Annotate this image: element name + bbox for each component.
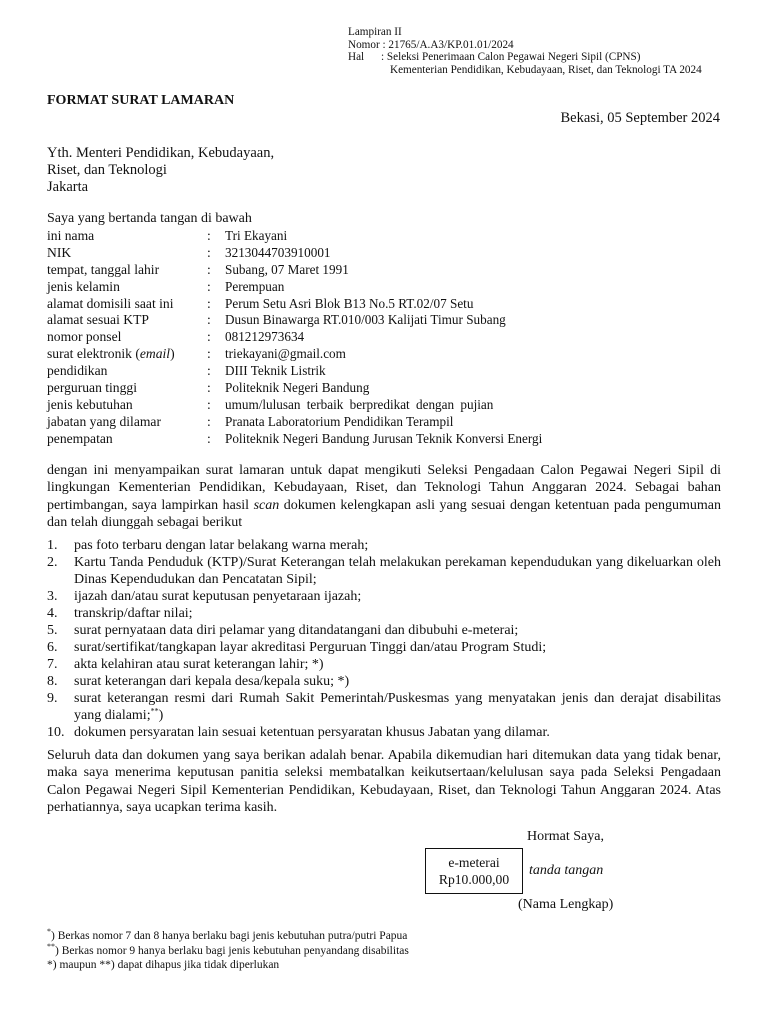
list-text-part: surat keterangan resmi dari Rumah Sakit Pemerintah/Puskesmas yang menyatakan jenis dan derajat disabilitas yang dialami; [74,691,721,723]
body-paragraph-1 [47,462,721,532]
intro-text: Saya yang bertanda tangan di bawah [47,211,252,226]
addressee-line-3: Jakarta [47,179,89,195]
field-label: jenis kelamin [47,278,120,294]
list-item [47,724,721,741]
footnote-marker: ** [47,941,55,951]
field-colon: : [207,228,211,243]
meterai-value: Rp10.000,00 [438,872,510,887]
list-text: akta kelahiran atau surat keterangan lahir; *) [74,657,324,672]
field-value: triekayani@gmail.com [225,346,346,362]
field-value: Perempuan [225,278,285,294]
reference-number: Nomor : 21765/A.A3/KP.01.01/2024 [348,38,514,51]
list-text-part: ) [158,708,164,723]
field-value: Politeknik Negeri Bandung Jurusan Teknik Konversi Energi [225,430,543,446]
field-label-part: surat elektronik ( [47,346,140,362]
attachment-list [47,537,721,741]
field-value: Pranata Laboratorium Pendidikan Terampil [225,413,454,429]
place-date: Bekasi, 05 September 2024 [560,110,720,126]
field-colon: : [207,278,211,294]
field-row-phone [47,329,727,346]
field-label: nomor ponsel [47,329,122,345]
field-colon: : [207,329,211,345]
field-value: Politeknik Negeri Bandung [225,380,370,396]
list-number: 4. [47,606,58,621]
field-row-email [47,346,727,363]
subject-line-1 [348,51,702,64]
field-row-position [47,414,727,431]
subject-label: Hal [348,51,365,64]
meterai-label: e-meterai [448,855,500,870]
full-name-placeholder: (Nama Lengkap) [518,897,614,912]
footnote-text: ) Berkas nomor 7 dan 8 hanya berlaku bagi jenis kebutuhan putra/putri Papua [51,930,408,942]
list-number: 1. [47,538,58,553]
footnote-marker: * [47,927,51,937]
footnote-1 [47,929,409,944]
field-label [47,346,207,363]
list-item [47,673,721,690]
list-item [47,605,721,622]
field-label-emphasis: email [139,346,171,362]
list-text: surat keterangan dari kepala desa/kepala suku; *) [74,674,350,689]
field-colon: : [207,396,211,412]
field-label: alamat sesuai KTP [47,312,149,328]
field-label: NIK [47,244,72,260]
paragraph-emphasis: scan [253,497,280,513]
list-text: surat/sertifikat/tangkapan layar akreditasi Perguruan Tinggi dan/atau Program Studi; [74,640,547,655]
field-colon: : [207,363,211,379]
applicant-fields [47,228,727,448]
field-row-placement [47,431,727,448]
list-text: ijazah dan/atau surat keputusan penyetaraan ijazah; [74,589,362,604]
list-number: 7. [47,657,58,672]
footnote-marker: ** [150,706,159,716]
list-item [47,588,721,605]
list-number: 8. [47,674,58,689]
list-number: 10. [47,725,65,740]
addressee-block [47,145,274,196]
field-value: Perum Setu Asri Blok B13 No.5 RT.02/07 Setu [225,295,474,311]
list-item [47,554,721,588]
paragraph-text: dengan ini menyampaikan surat lamaran untuk dapat mengikuti Seleksi Pengadaan Calon Pegawai Negeri Sipil di lingkungan Kementerian Pendidikan, Kebudayaan, Riset, dan Teknologi Tahun Anggaran 2024. Sebagai bahan pertimbangan, saya lampirkan hasil [47,463,721,513]
field-colon: : [207,312,211,328]
field-row-gender [47,279,727,296]
signature-placeholder: tanda tangan [529,863,604,878]
field-row-university [47,380,727,397]
field-value: DIII Teknik Listrik [225,363,326,379]
attachment-label: Lampiran II [348,26,402,38]
footnotes [47,929,409,973]
field-label: pendidikan [47,363,108,379]
list-text: Kartu Tanda Penduduk (KTP)/Surat Keterangan telah melakukan perekaman kependudukan yang dikeluarkan oleh Dinas Kependudukan dan Pencatatan Sipil; [74,555,721,587]
field-row-ktp-address [47,312,727,329]
field-colon: : [207,295,211,311]
subject-line-2: Kementerian Pendidikan, Kebudayaan, Riset, dan Teknologi TA 2024 [390,63,702,76]
field-label-part: ) [170,346,175,362]
field-value: Tri Ekayani [225,228,288,243]
addressee-line-1: Yth. Menteri Pendidikan, Kebudayaan, [47,145,275,161]
field-label: tempat, tanggal lahir [47,261,160,277]
list-item [47,690,721,724]
list-number: 3. [47,589,58,604]
field-label: perguruan tinggi [47,380,137,396]
list-text: transkrip/daftar nilai; [74,606,193,621]
field-colon: : [207,261,211,277]
list-text: pas foto terbaru dengan latar belakang warna merah; [74,538,369,553]
field-colon: : [207,244,211,260]
footnote-2 [47,941,409,959]
field-row-domicile [47,296,727,313]
field-value: Subang, 07 Maret 1991 [225,261,349,277]
footnote-3 [47,958,409,973]
field-row-name [47,228,727,245]
field-colon: : [207,380,211,396]
document-title: FORMAT SURAT LAMARAN [47,93,235,108]
list-number: 2. [47,555,58,570]
list-number: 5. [47,623,58,638]
attachment-header [348,26,702,76]
footnote-text: ) Berkas nomor 9 hanya berlaku bagi jenis kebutuhan penyandang disabilitas [55,944,409,957]
field-value: 081212973634 [225,329,305,345]
list-item [47,622,721,639]
body-paragraph-2: Seluruh data dan dokumen yang saya berikan adalah benar. Apabila dikemudian hari ditemukan data yang tidak benar, maka saya menerima keputusan panitia seleksi membatalkan keikutsertaan/kelulusan saya pada Seleksi Pengadaan Calon Pegawai Negeri Sipil Kementerian Pendidikan, Kebudayaan, Riset, dan Teknologi Tahun Anggaran 2024. Atas perhatiannya, saya ucapkan terima kasih. [47,748,721,816]
addressee-line-2: Riset, dan Teknologi [47,162,167,178]
field-colon: : [207,430,211,446]
field-row-need-type [47,397,727,414]
field-label: jabatan yang dilamar [47,413,161,429]
closing-salutation: Hormat Saya, [527,829,604,844]
field-value: umum/lulusan terbaik berpredikat dengan pujian [225,396,494,412]
field-label: alamat domisili saat ini [47,295,174,311]
e-meterai-stamp-box [425,848,523,894]
list-number: 9. [47,691,58,706]
paragraph-text: dokumen kelengkapan asli yang sesuai dengan ketentuan pada pengumuman dan telah diunggah sebagai berikut [47,497,721,531]
field-row-birth [47,262,727,279]
list-item [47,537,721,554]
list-text [74,690,721,724]
list-text: dokumen persyaratan lain sesuai ketentuan persyaratan khusus Jabatan yang dilamar. [74,725,550,740]
field-label: jenis kebutuhan [47,396,133,412]
field-label: penempatan [47,430,113,446]
list-item [47,639,721,656]
subject-text: : Seleksi Penerimaan Calon Pegawai Negeri Sipil (CPNS) [381,51,641,64]
field-row-education [47,363,727,380]
field-colon: : [207,413,211,429]
list-number: 6. [47,640,58,655]
field-label: ini nama [47,228,95,243]
field-colon: : [207,346,211,362]
footnote-text: *) maupun **) dapat dihapus jika tidak diperlukan [47,959,280,972]
field-row-nik [47,245,727,262]
field-value: Dusun Binawarga RT.010/003 Kalijati Timur Subang [225,312,506,328]
list-item [47,656,721,673]
list-text: surat pernyataan data diri pelamar yang ditandatangani dan dibubuhi e-meterai; [74,623,519,638]
field-value: 3213044703910001 [225,244,331,260]
